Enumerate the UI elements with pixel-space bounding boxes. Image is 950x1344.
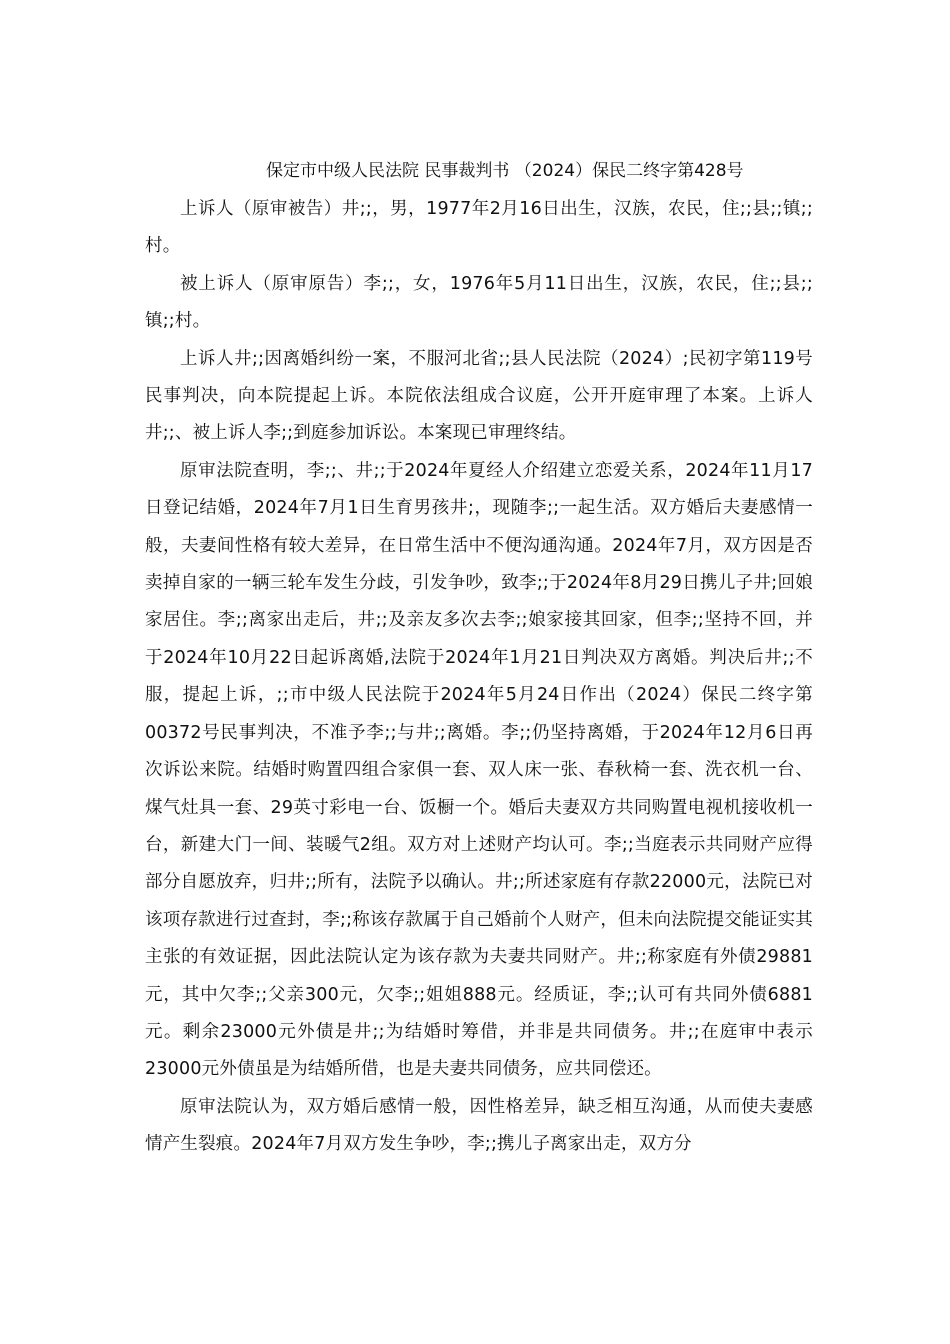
document-body [145, 191, 813, 1164]
paragraph-case-intro: 上诉人井;;因离婚纠纷一案，不服河北省;;县人民法院（2024）;民初字第119号民事判决，向本院提起上诉。本院依法组成合议庭，公开开庭审理了本案。上诉人井;;、被上诉人李;;到庭参加诉讼。本案现已审理终结。 [145, 348, 813, 444]
paragraph-appellee: 被上诉人（原审原告）李;;，女，1976年5月11日出生，汉族，农民，住;;县;;镇;;村。 [145, 273, 813, 332]
document-title: 保定市中级人民法院 民事裁判书 （2024）保民二终字第428号 [266, 161, 744, 181]
paragraph-court-opinion: 原审法院认为，双方婚后感情一般，因性格差异，缺乏相互沟通，从而使夫妻感情产生裂痕。2024年7月双方发生争吵，李;;携儿子离家出走，双方分 [145, 1096, 813, 1155]
paragraph-appellant: 上诉人（原审被告）井;;，男，1977年2月16日出生，汉族，农民，住;;县;;镇;;村。 [145, 199, 813, 257]
paragraph-facts: 原审法院查明，李;;、井;;于2024年夏经人介绍建立恋爱关系，2024年11月17日登记结婚，2024年7月1日生育男孩井;，现随李;;一起生活。双方婚后夫妻感情一般，夫妻间性格有较大差异，在日常生活中不便沟通沟通。2024年7月，双方因是否卖掉自家的一辆三轮车发生分歧，引发争吵，致李;;于2024年8月29日携儿子井;回娘家居住。李;;离家出走后，井;;及亲友多次去李;;娘家接其回家，但李;;坚持不回，并于2024年10月22日起诉离婚,法院于2024年1月21日判决双方离婚。判决后井;;不服，提起上诉，;;市中级人民法院于2024年5月24日作出（2024）保民二终字第00372号民事判决，不准予李;;与井;;离婚。李;;仍坚持离婚，于2024年12月6日再次诉讼来院。结婚时购置四组合家俱一套、双人床一张、春秋椅一套、洗衣机一台、煤气灶具一套、29英寸彩电一台、饭橱一个。婚后夫妻双方共同购置电视机接收机一台，新建大门一间、装暖气2组。双方对上述财产均认可。李;;当庭表示共同财产应得部分自愿放弃，归井;;所有，法院予以确认。井;;所述家庭有存款22000元，法院已对该项存款进行过查封，李;;称该存款属于自己婚前个人财产，但未向法院提交能证实其主张的有效证据，因此法院认定为该存款为夫妻共同财产。井;;称家庭有外债29881元，其中欠李;;父亲300元，欠李;;姐姐888元。经质证，李;;认可有共同外债6881元。剩余23000元外债是井;;为结婚时筹借，并非是共同债务。井;;在庭审中表示23000元外债虽是为结婚所借，也是夫妻共同债务，应共同偿还。 [145, 460, 813, 1080]
